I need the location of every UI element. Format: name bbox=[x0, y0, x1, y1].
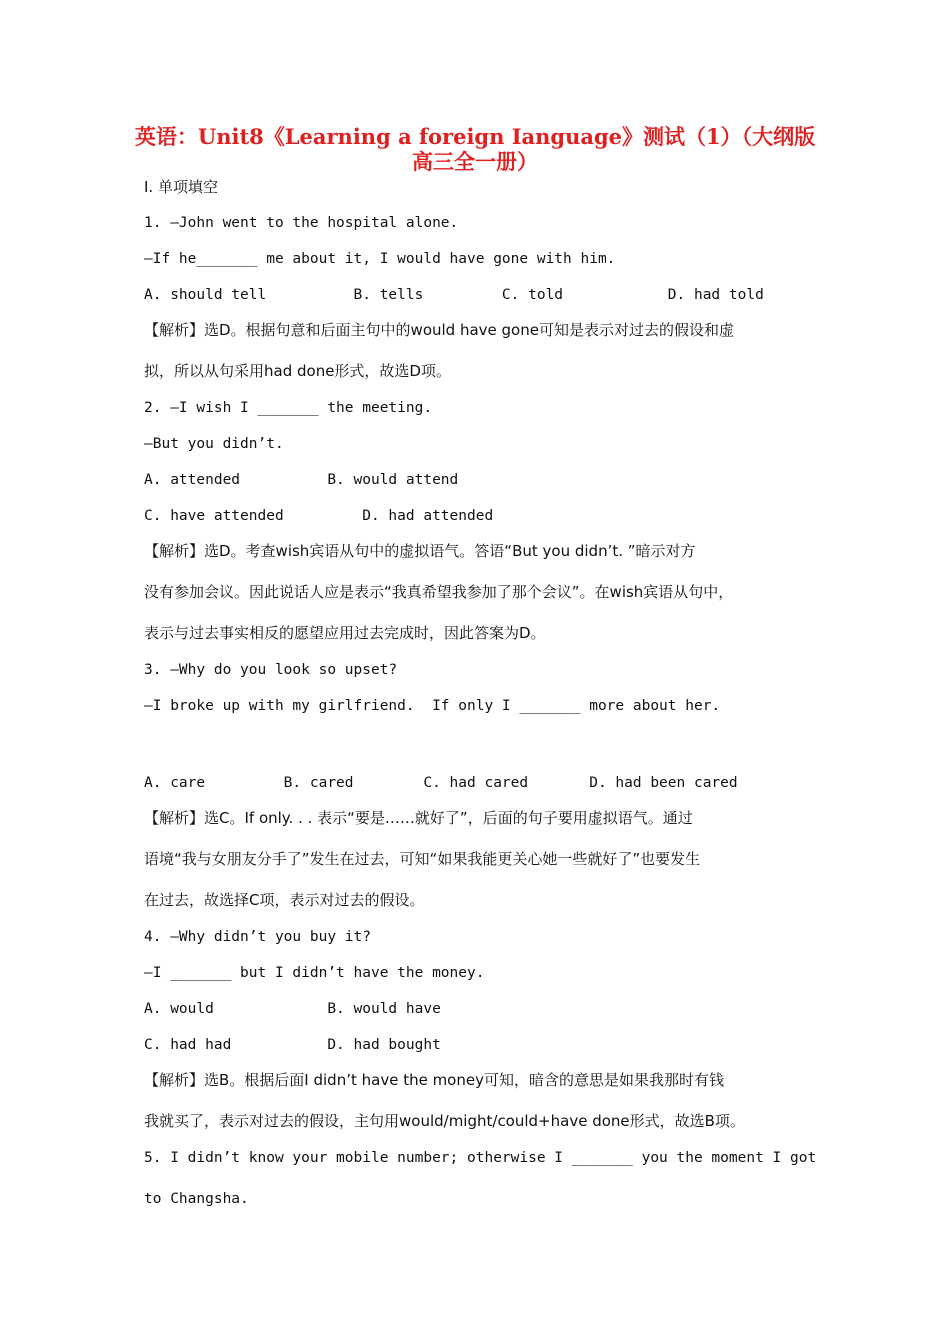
answer-options: A. attended B. would attend bbox=[144, 472, 459, 488]
explanation-line: 语境“我与女朋友分手了”发生在过去，可知“如果我能更关心她一些就好了”也要发生 bbox=[144, 850, 701, 868]
question-stem: 3. —Why do you look so upset? bbox=[144, 662, 398, 678]
section-heading: Ⅰ. 单项填空 bbox=[144, 178, 218, 196]
explanation-line: 没有参加会议。因此说话人应是表示“我真希望我参加了那个会议”。在wish宾语从句中， bbox=[144, 583, 734, 601]
question-stem: 5. I didn’t know your mobile number; otherwise I _______ you the moment I got bbox=[144, 1150, 817, 1166]
explanation-line: 【解析】选C。If only. . . 表示“要是……就好了”，后面的句子要用虚拟语气。通过 bbox=[144, 809, 693, 827]
explanation-line: 【解析】选B。根据后面I didn’t have the money可知，暗含的意思是如果我那时有钱 bbox=[144, 1071, 724, 1089]
explanation-line: 【解析】选D。考查wish宾语从句中的虚拟语气。答语“But you didn’t. ”暗示对方 bbox=[144, 542, 696, 560]
explanation-line: 表示与过去事实相反的愿望应用过去完成时，因此答案为D。 bbox=[144, 624, 546, 642]
answer-options: A. care B. cared C. had cared D. had been cared bbox=[144, 775, 738, 791]
explanation-line: 在过去，故选择C项，表示对过去的假设。 bbox=[144, 891, 425, 909]
question-stem-continued: to Changsha. bbox=[144, 1191, 249, 1207]
question-stem: 1. —John went to the hospital alone. bbox=[144, 215, 459, 231]
question-response: —I _______ but I didn’t have the money. bbox=[144, 965, 485, 981]
question-response: —If he_______ me about it, I would have gone with him. bbox=[144, 251, 616, 267]
explanation-line: 拟，所以从句采用had done形式，故选D项。 bbox=[144, 362, 451, 380]
explanation-line: 我就买了，表示对过去的假设，主句用would/might/could+have done形式，故选B项。 bbox=[144, 1112, 745, 1130]
title-line-1: 英语：Unit8《Learning a foreign Ianguage》测试（1）（大纲版 bbox=[134, 124, 816, 149]
answer-options: A. would B. would have bbox=[144, 1001, 441, 1017]
title-line-2: 高三全一册） bbox=[412, 149, 538, 174]
question-stem: 4. —Why didn’t you buy it? bbox=[144, 929, 371, 945]
question-response: —But you didn’t. bbox=[144, 436, 284, 452]
answer-options: A. should tell B. tells C. told D. had told bbox=[144, 287, 764, 303]
explanation-line: 【解析】选D。根据句意和后面主句中的would have gone可知是表示对过去的假设和虚 bbox=[144, 321, 734, 339]
answer-options: C. have attended D. had attended bbox=[144, 508, 494, 524]
question-stem: 2. —I wish I _______ the meeting. bbox=[144, 400, 433, 416]
answer-options: C. had had D. had bought bbox=[144, 1037, 441, 1053]
question-response: —I broke up with my girlfriend. If only I _______ more about her. bbox=[144, 698, 721, 714]
